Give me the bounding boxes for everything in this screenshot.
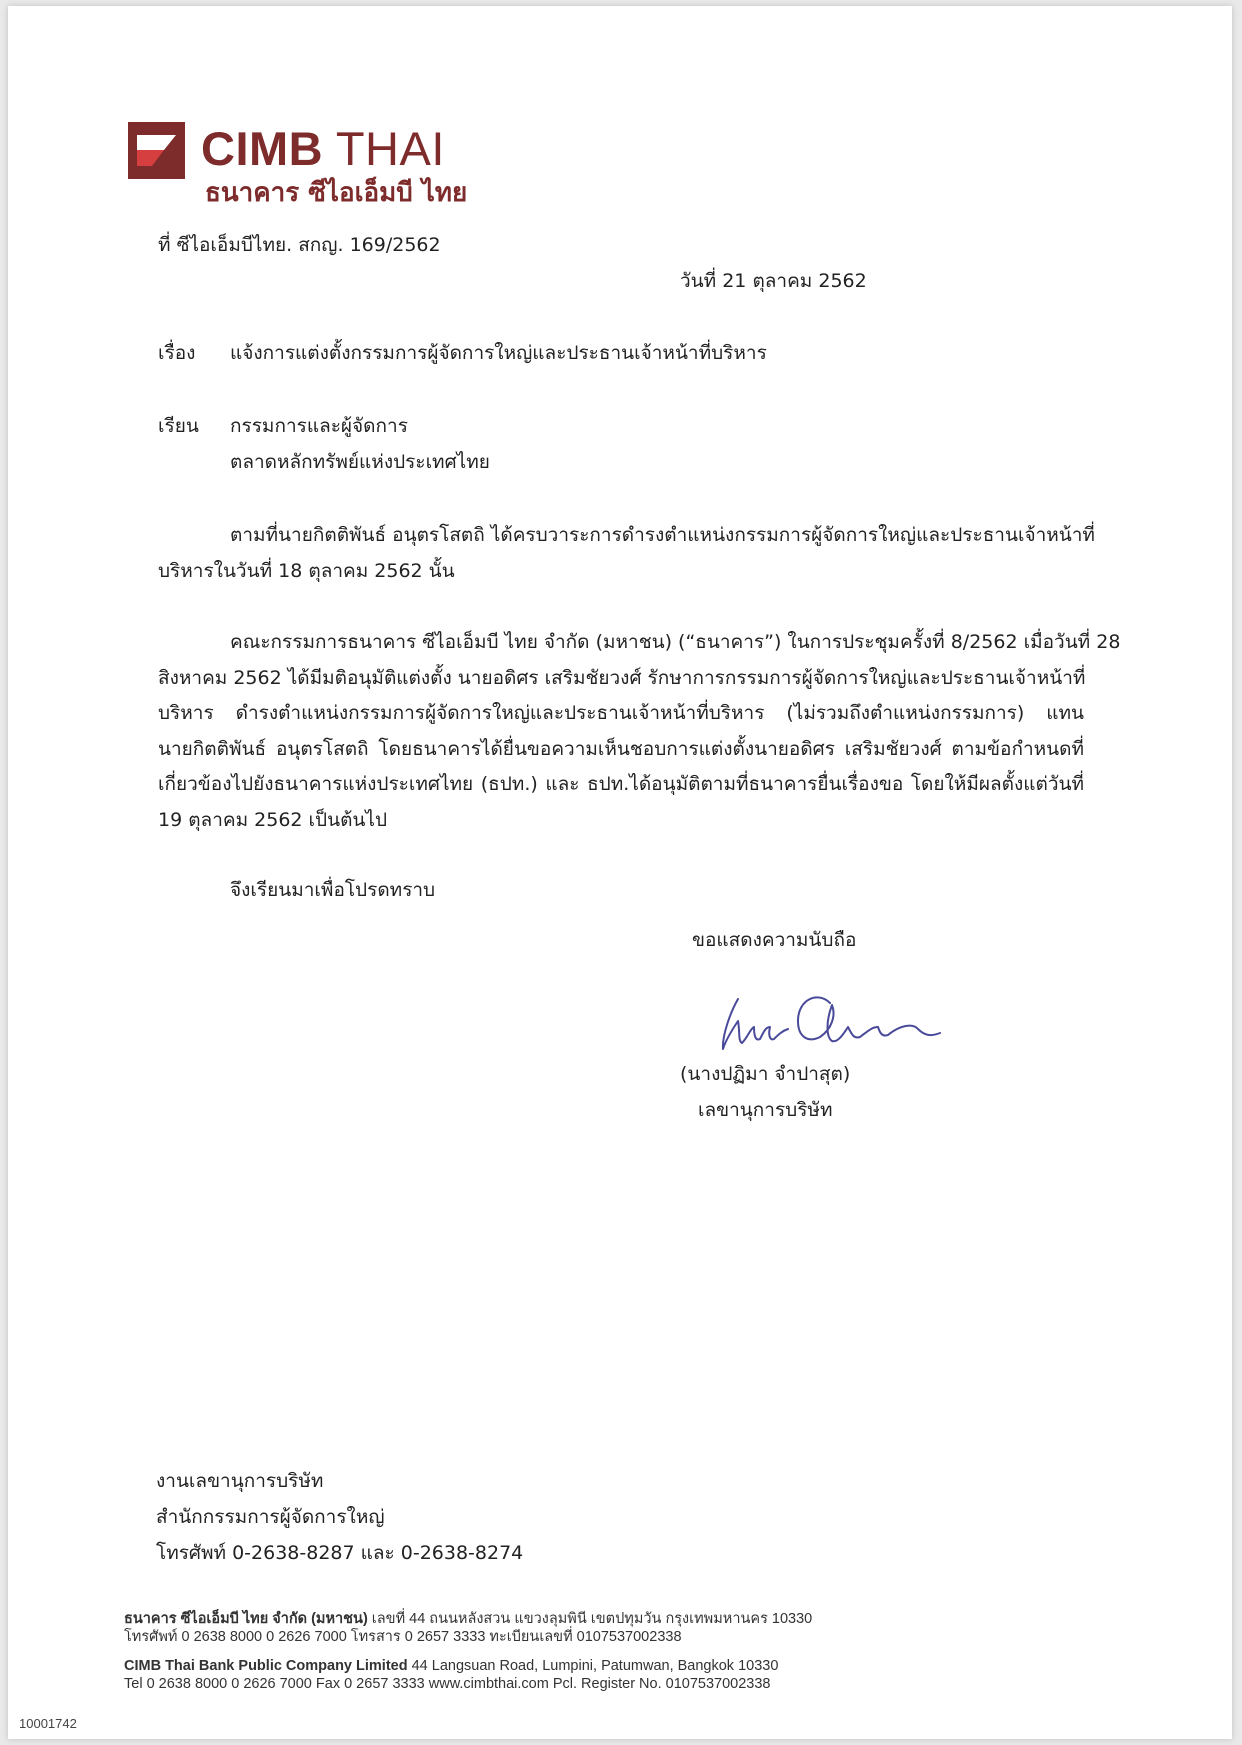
- footer-en-address: 44 Langsuan Road, Lumpini, Patumwan, Bangkok 10330: [407, 1658, 779, 1674]
- recipient-line-2: ตลาดหลักทรัพย์แห่งประเทศไทย: [230, 451, 490, 473]
- paragraph-1-line: บริหารในวันที่ 18 ตุลาคม 2562 นั้น: [158, 559, 455, 582]
- footer-en-contact: Tel 0 2638 8000 0 2626 7000 Fax 0 2657 3333 www.cimbthai.com Pcl. Register No. 0107537002338: [124, 1676, 771, 1692]
- paragraph-2: [158, 625, 1121, 838]
- paragraph-2-line: เกี่ยวข้องไปยังธนาคารแห่งประเทศไทย (ธปท.) และ ธปท.ได้อนุมัติตามที่ธนาคารยื่นเรื่องขอ โดยให้มีผลตั้งแต่วันที่: [158, 773, 1084, 795]
- paragraph-2-line: บริหาร ดำรงตำแหน่งกรรมการผู้จัดการใหญ่และประธานเจ้าหน้าที่บริหาร (ไม่รวมถึงตำแหน่งกรรมการ) แทน: [158, 702, 1084, 724]
- cimb-logo-icon: [128, 122, 185, 179]
- document-id: 10001742: [19, 1716, 77, 1731]
- regards-text: ขอแสดงความนับถือ: [692, 929, 857, 951]
- subject-text: แจ้งการแต่งตั้งกรรมการผู้จัดการใหญ่และประธานเจ้าหน้าที่บริหาร: [230, 342, 767, 364]
- reference-number: ที่ ซีไอเอ็มบีไทย. สกญ. 169/2562: [158, 234, 441, 256]
- paragraph-1-line: ตามที่นายกิตติพันธ์ อนุตรโสตถิ ได้ครบวาระการดำรงตำแหน่งกรรมการผู้จัดการใหญ่และประธานเจ้าหน้าที่: [230, 524, 1095, 546]
- handwritten-signature-icon: [708, 981, 968, 1061]
- subject-label: เรื่อง: [158, 342, 196, 364]
- paragraph-2-line: 19 ตุลาคม 2562 เป็นต้นไป: [158, 808, 388, 831]
- letter-page: [8, 6, 1232, 1739]
- footer-th-bank-name: ธนาคาร ซีไอเอ็มบี ไทย จำกัด (มหาชน): [124, 1611, 368, 1627]
- contact-phone: โทรศัพท์ 0-2638-8287 และ 0-2638-8274: [156, 1542, 524, 1564]
- paragraph-2-line: คณะกรรมการธนาคาร ซีไอเอ็มบี ไทย จำกัด (มหาชน) (“ธนาคาร”) ในการประชุมครั้งที่ 8/2562 เมื่อวันที่ 28: [230, 631, 1121, 653]
- paragraph-2-line: สิงหาคม 2562 ได้มีมติอนุมัติแต่งตั้ง นายอดิศร เสริมชัยวงศ์ รักษาการกรรมการผู้จัดการใหญ่และประธานเจ้าหน้าที่: [158, 666, 1086, 689]
- logo-brand-th: ธนาคาร ซีไอเอ็มบี ไทย: [205, 178, 468, 208]
- letter-date: วันที่ 21 ตุลาคม 2562: [680, 270, 867, 292]
- contact-department: งานเลขานุการบริษัท: [156, 1470, 324, 1492]
- paragraph-1: [158, 518, 1095, 589]
- recipient-label: เรียน: [158, 415, 199, 437]
- footer-en-bank-name: CIMB Thai Bank Public Company Limited: [124, 1658, 408, 1674]
- footer-th-line-1: [124, 1610, 812, 1628]
- recipient-line-1: กรรมการและผู้จัดการ: [230, 415, 408, 437]
- closing-line: จึงเรียนมาเพื่อโปรดทราบ: [230, 879, 436, 901]
- signer-title: เลขานุการบริษัท: [698, 1099, 833, 1121]
- paragraph-2-line: นายกิตติพันธ์ อนุตรโสตถิ โดยธนาคารได้ยื่นขอความเห็นชอบการแต่งตั้งนายอดิศร เสริมชัยวงศ์ ตามข้อกำหนดที่: [158, 737, 1084, 760]
- footer-en-line-1: [124, 1657, 778, 1675]
- logo-brand-en: CIMB THAI: [201, 122, 445, 175]
- contact-office: สำนักกรรมการผู้จัดการใหญ่: [156, 1506, 385, 1528]
- footer-th-address: เลขที่ 44 ถนนหลังสวน แขวงลุมพินี เขตปทุมวัน กรุงเทพมหานคร 10330: [367, 1611, 813, 1627]
- footer-th-contact: โทรศัพท์ 0 2638 8000 0 2626 7000 โทรสาร 0 2657 3333 ทะเบียนเลขที่ 0107537002338: [124, 1629, 682, 1645]
- signer-name: (นางปฏิมา จำปาสุต): [680, 1063, 851, 1085]
